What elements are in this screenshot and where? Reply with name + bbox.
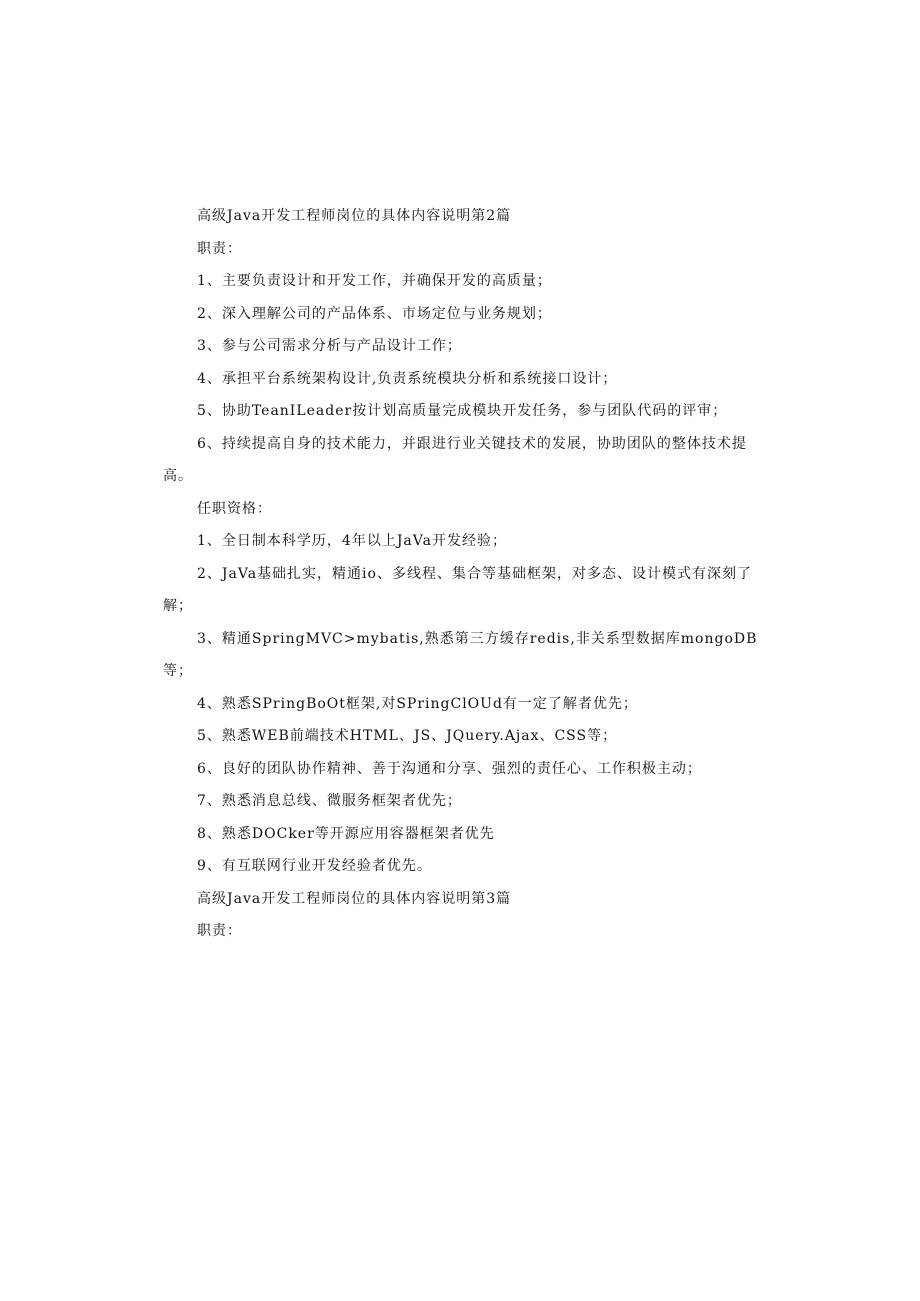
qualification-item: 4、熟悉SPringBoOt框架,对SPringClOUd有一定了解者优先； <box>197 695 638 712</box>
section-heading-qualifications: 任职资格： <box>197 500 272 517</box>
qualification-item: 7、熟悉消息总线、微服务框架者优先； <box>197 793 462 809</box>
qualification-item: 6、良好的团队协作精神、善于沟通和分享、强烈的责任心、工作积极主动； <box>197 760 702 777</box>
duty-item: 4、承担平台系统架构设计,负责系统模块分析和系统接口设计； <box>197 370 618 387</box>
qualification-item: 3、精通SpringMVC>mybatis,熟悉第三方缓存redis,非关系型数据库mongoDB等； <box>163 630 758 679</box>
qualification-item: 1、全日制本科学历，4年以上JaVa开发经验； <box>197 533 507 549</box>
document-body <box>163 200 763 948</box>
section-heading-duties: 职责： <box>197 923 242 939</box>
qualification-item: 9、有互联网行业开发经验者优先。 <box>197 858 432 874</box>
duty-item: 1、主要负责设计和开发工作，并确保开发的高质量； <box>197 273 552 289</box>
qualification-item: 5、熟悉WEB前端技术HTML、JS、JQuery.Ajax、CSS等； <box>197 728 618 744</box>
duty-item: 2、深入理解公司的产品体系、市场定位与业务规划； <box>197 305 552 322</box>
duty-item: 5、协助TeanILeader按计划高质量完成模块开发任务，参与团队代码的评审； <box>197 403 728 419</box>
qualification-item: 8、熟悉DOCker等开源应用容器框架者优先 <box>197 825 495 842</box>
section-title: 高级Java开发工程师岗位的具体内容说明第2篇 <box>197 208 512 224</box>
section-heading-duties: 职责： <box>197 240 242 257</box>
section-title: 高级Java开发工程师岗位的具体内容说明第3篇 <box>197 890 512 907</box>
duty-item: 3、参与公司需求分析与产品设计工作； <box>197 338 462 354</box>
duty-item: 6、持续提高自身的技术能力，并跟进行业关键技术的发展，协助团队的整体技术提高。 <box>163 435 747 484</box>
qualification-item: 2、JaVa基础扎实，精通io、多线程、集合等基础框架，对多态、设计模式有深刻了解； <box>163 565 752 614</box>
